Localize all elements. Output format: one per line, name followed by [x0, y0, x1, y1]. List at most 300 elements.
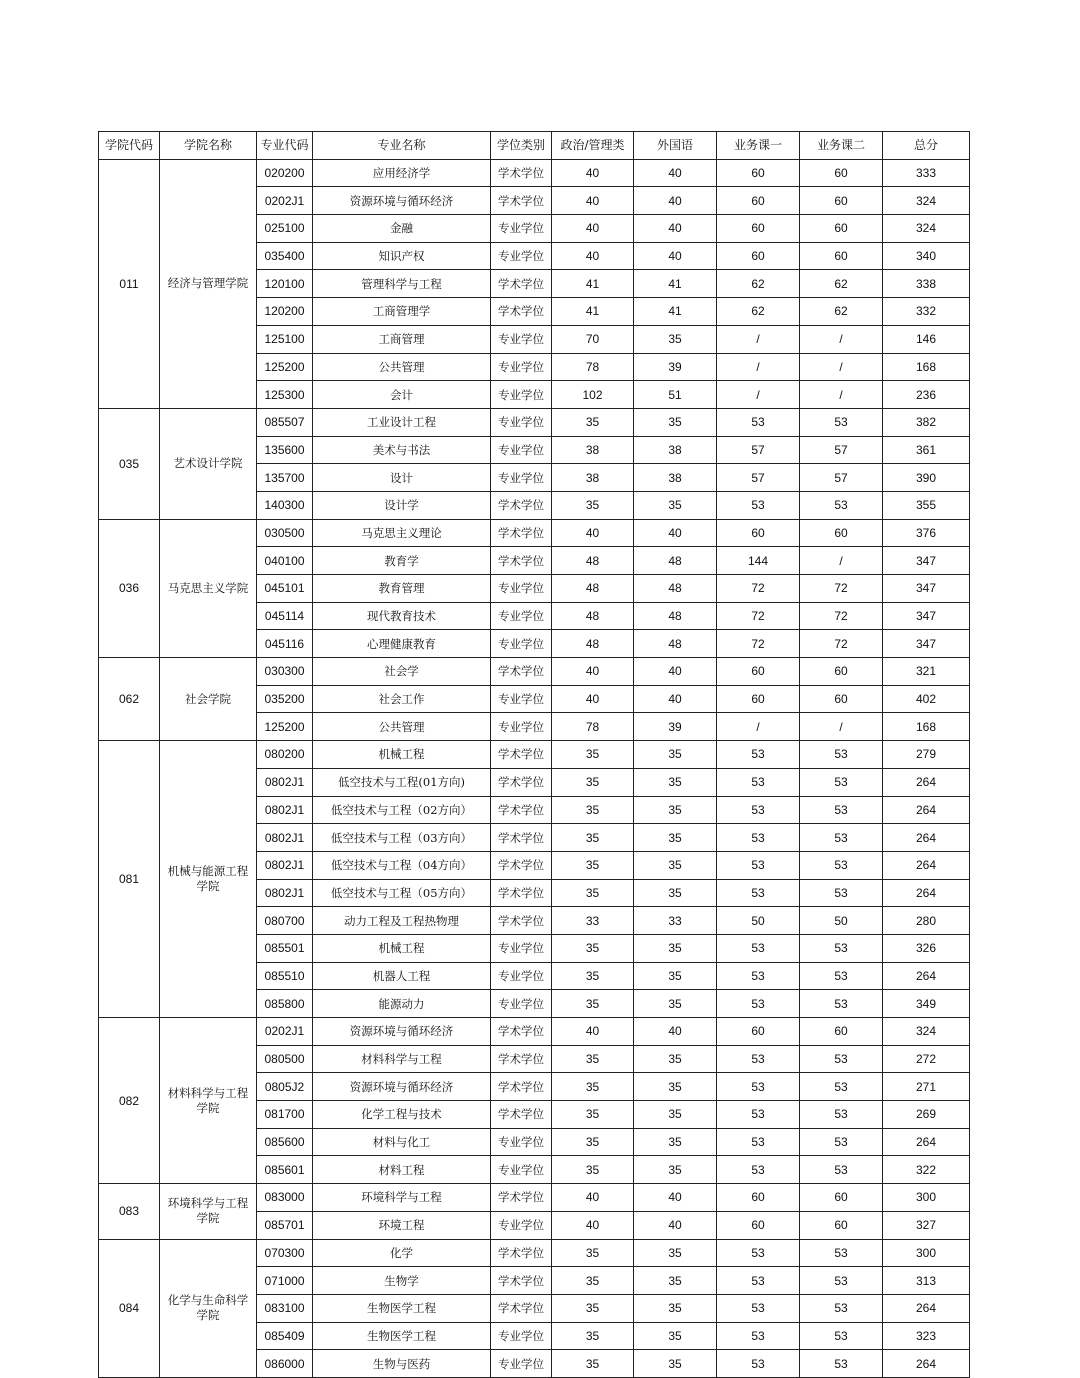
course-one-score: 62 [717, 298, 800, 326]
degree-type: 专业学位 [491, 575, 552, 603]
major-code: 135700 [257, 464, 313, 492]
major-code: 045116 [257, 630, 313, 658]
total-score: 313 [883, 1267, 970, 1295]
major-name: 能源动力 [313, 990, 491, 1018]
major-code: 085507 [257, 408, 313, 436]
degree-type: 专业学位 [491, 1211, 552, 1239]
major-name: 社会学 [313, 658, 491, 686]
course-one-score: 53 [717, 1156, 800, 1184]
politics-score: 40 [552, 1211, 634, 1239]
politics-score: 70 [552, 325, 634, 353]
course-one-score: 72 [717, 575, 800, 603]
header-foreign-language: 外国语 [634, 132, 717, 160]
major-code: 125200 [257, 353, 313, 381]
course-two-score: / [800, 325, 883, 353]
major-name: 资源环境与循环经济 [313, 1018, 491, 1046]
foreign-language-score: 41 [634, 270, 717, 298]
course-two-score: / [800, 713, 883, 741]
course-one-score: 60 [717, 242, 800, 270]
major-name: 社会工作 [313, 685, 491, 713]
degree-type: 专业学位 [491, 215, 552, 243]
major-name: 生物与医药 [313, 1350, 491, 1378]
total-score: 326 [883, 934, 970, 962]
course-one-score: 53 [717, 1101, 800, 1129]
course-two-score: 60 [800, 658, 883, 686]
course-two-score: 53 [800, 1045, 883, 1073]
major-name: 现代教育技术 [313, 602, 491, 630]
degree-type: 学术学位 [491, 519, 552, 547]
foreign-language-score: 35 [634, 1045, 717, 1073]
major-code: 040100 [257, 547, 313, 575]
course-two-score: 53 [800, 879, 883, 907]
politics-score: 35 [552, 1073, 634, 1101]
major-name: 机器人工程 [313, 962, 491, 990]
politics-score: 35 [552, 851, 634, 879]
politics-score: 40 [552, 685, 634, 713]
degree-type: 专业学位 [491, 713, 552, 741]
course-one-score: 53 [717, 491, 800, 519]
course-two-score: 72 [800, 630, 883, 658]
major-name: 环境科学与工程 [313, 1184, 491, 1212]
foreign-language-score: 35 [634, 1101, 717, 1129]
course-one-score: 53 [717, 990, 800, 1018]
major-code: 125300 [257, 381, 313, 409]
total-score: 347 [883, 547, 970, 575]
politics-score: 78 [552, 353, 634, 381]
major-code: 080500 [257, 1045, 313, 1073]
major-name: 动力工程及工程热物理 [313, 907, 491, 935]
politics-score: 35 [552, 491, 634, 519]
major-code: 0805J2 [257, 1073, 313, 1101]
header-college-name: 学院名称 [160, 132, 257, 160]
politics-score: 35 [552, 408, 634, 436]
major-name: 生物医学工程 [313, 1322, 491, 1350]
header-degree-type: 学位类别 [491, 132, 552, 160]
politics-score: 35 [552, 1294, 634, 1322]
foreign-language-score: 40 [634, 658, 717, 686]
degree-type: 学术学位 [491, 491, 552, 519]
major-code: 125200 [257, 713, 313, 741]
major-name: 设计 [313, 464, 491, 492]
major-code: 085510 [257, 962, 313, 990]
politics-score: 35 [552, 796, 634, 824]
politics-score: 40 [552, 658, 634, 686]
header-course-two: 业务课二 [800, 132, 883, 160]
course-two-score: 72 [800, 575, 883, 603]
course-two-score: 57 [800, 436, 883, 464]
course-two-score: 53 [800, 1322, 883, 1350]
foreign-language-score: 40 [634, 1018, 717, 1046]
course-two-score: 60 [800, 685, 883, 713]
course-one-score: 53 [717, 1294, 800, 1322]
degree-type: 学术学位 [491, 1018, 552, 1046]
course-two-score: 50 [800, 907, 883, 935]
major-code: 081700 [257, 1101, 313, 1129]
major-name: 工商管理 [313, 325, 491, 353]
politics-score: 35 [552, 1045, 634, 1073]
major-code: 125100 [257, 325, 313, 353]
major-code: 083100 [257, 1294, 313, 1322]
major-code: 0802J1 [257, 824, 313, 852]
course-two-score: 53 [800, 1350, 883, 1378]
degree-type: 学术学位 [491, 741, 552, 769]
major-name: 管理科学与工程 [313, 270, 491, 298]
course-one-score: 72 [717, 630, 800, 658]
degree-type: 专业学位 [491, 242, 552, 270]
major-code: 085701 [257, 1211, 313, 1239]
total-score: 264 [883, 1350, 970, 1378]
foreign-language-score: 48 [634, 630, 717, 658]
major-code: 020200 [257, 159, 313, 187]
total-score: 390 [883, 464, 970, 492]
major-name: 金融 [313, 215, 491, 243]
politics-score: 35 [552, 962, 634, 990]
course-two-score: 53 [800, 824, 883, 852]
course-one-score: / [717, 713, 800, 741]
major-name: 低空技术与工程(01方向) [313, 768, 491, 796]
college-name: 社会学院 [160, 658, 257, 741]
course-one-score: 62 [717, 270, 800, 298]
course-one-score: 53 [717, 796, 800, 824]
total-score: 323 [883, 1322, 970, 1350]
politics-score: 35 [552, 1322, 634, 1350]
course-one-score: 53 [717, 1267, 800, 1295]
major-code: 085409 [257, 1322, 313, 1350]
politics-score: 40 [552, 159, 634, 187]
major-name: 知识产权 [313, 242, 491, 270]
total-score: 322 [883, 1156, 970, 1184]
foreign-language-score: 33 [634, 907, 717, 935]
degree-type: 专业学位 [491, 1350, 552, 1378]
major-name: 美术与书法 [313, 436, 491, 464]
degree-type: 专业学位 [491, 962, 552, 990]
degree-type: 专业学位 [491, 408, 552, 436]
course-one-score: 53 [717, 1239, 800, 1267]
total-score: 269 [883, 1101, 970, 1129]
politics-score: 78 [552, 713, 634, 741]
foreign-language-score: 40 [634, 187, 717, 215]
course-one-score: / [717, 381, 800, 409]
course-two-score: 60 [800, 1184, 883, 1212]
degree-type: 专业学位 [491, 381, 552, 409]
major-name: 资源环境与循环经济 [313, 1073, 491, 1101]
course-one-score: 53 [717, 1073, 800, 1101]
college-code: 082 [99, 1018, 160, 1184]
major-code: 045101 [257, 575, 313, 603]
header-row [99, 132, 970, 160]
course-two-score: 60 [800, 159, 883, 187]
foreign-language-score: 40 [634, 159, 717, 187]
foreign-language-score: 48 [634, 602, 717, 630]
total-score: 355 [883, 491, 970, 519]
major-name: 公共管理 [313, 353, 491, 381]
politics-score: 41 [552, 270, 634, 298]
course-two-score: 53 [800, 796, 883, 824]
total-score: 349 [883, 990, 970, 1018]
course-one-score: 53 [717, 741, 800, 769]
major-name: 机械工程 [313, 934, 491, 962]
major-name: 低空技术与工程（03方向） [313, 824, 491, 852]
course-two-score: 53 [800, 962, 883, 990]
foreign-language-score: 35 [634, 796, 717, 824]
course-one-score: 53 [717, 1350, 800, 1378]
major-name: 马克思主义理论 [313, 519, 491, 547]
degree-type: 学术学位 [491, 1294, 552, 1322]
course-one-score: 60 [717, 658, 800, 686]
course-two-score: 53 [800, 1267, 883, 1295]
major-name: 低空技术与工程（02方向） [313, 796, 491, 824]
college-code: 011 [99, 159, 160, 408]
foreign-language-score: 40 [634, 685, 717, 713]
degree-type: 专业学位 [491, 464, 552, 492]
header-major-name: 专业名称 [313, 132, 491, 160]
course-two-score: 62 [800, 270, 883, 298]
politics-score: 35 [552, 1128, 634, 1156]
degree-type: 学术学位 [491, 658, 552, 686]
major-name: 低空技术与工程（05方向） [313, 879, 491, 907]
degree-type: 专业学位 [491, 602, 552, 630]
course-two-score: 60 [800, 242, 883, 270]
degree-type: 专业学位 [491, 685, 552, 713]
degree-type: 专业学位 [491, 325, 552, 353]
total-score: 271 [883, 1073, 970, 1101]
foreign-language-score: 35 [634, 990, 717, 1018]
foreign-language-score: 35 [634, 1156, 717, 1184]
total-score: 333 [883, 159, 970, 187]
foreign-language-score: 35 [634, 934, 717, 962]
degree-type: 专业学位 [491, 436, 552, 464]
politics-score: 35 [552, 1101, 634, 1129]
table-row [99, 1018, 970, 1046]
college-name: 化学与生命科学学院 [160, 1239, 257, 1377]
degree-type: 学术学位 [491, 824, 552, 852]
college-code: 035 [99, 408, 160, 519]
foreign-language-score: 35 [634, 851, 717, 879]
header-course-one: 业务课一 [717, 132, 800, 160]
degree-type: 学术学位 [491, 1267, 552, 1295]
course-one-score: 53 [717, 851, 800, 879]
college-code: 062 [99, 658, 160, 741]
major-name: 工业设计工程 [313, 408, 491, 436]
major-name: 环境工程 [313, 1211, 491, 1239]
major-code: 0202J1 [257, 1018, 313, 1046]
major-code: 080200 [257, 741, 313, 769]
major-name: 心理健康教育 [313, 630, 491, 658]
college-name: 环境科学与工程学院 [160, 1184, 257, 1239]
major-code: 120200 [257, 298, 313, 326]
total-score: 321 [883, 658, 970, 686]
politics-score: 40 [552, 187, 634, 215]
degree-type: 专业学位 [491, 1128, 552, 1156]
degree-type: 学术学位 [491, 187, 552, 215]
foreign-language-score: 35 [634, 741, 717, 769]
politics-score: 102 [552, 381, 634, 409]
course-one-score: 60 [717, 1018, 800, 1046]
major-name: 教育管理 [313, 575, 491, 603]
degree-type: 学术学位 [491, 879, 552, 907]
course-one-score: 60 [717, 159, 800, 187]
degree-type: 专业学位 [491, 1156, 552, 1184]
degree-type: 学术学位 [491, 796, 552, 824]
major-code: 086000 [257, 1350, 313, 1378]
course-one-score: 60 [717, 215, 800, 243]
course-two-score: / [800, 381, 883, 409]
politics-score: 35 [552, 990, 634, 1018]
major-name: 低空技术与工程（04方向） [313, 851, 491, 879]
course-one-score: 57 [717, 464, 800, 492]
course-one-score: 53 [717, 934, 800, 962]
college-name: 机械与能源工程学院 [160, 741, 257, 1018]
course-two-score: 60 [800, 187, 883, 215]
major-code: 030500 [257, 519, 313, 547]
college-name: 艺术设计学院 [160, 408, 257, 519]
politics-score: 35 [552, 1350, 634, 1378]
table-row [99, 658, 970, 686]
degree-type: 学术学位 [491, 298, 552, 326]
foreign-language-score: 35 [634, 325, 717, 353]
major-code: 071000 [257, 1267, 313, 1295]
politics-score: 48 [552, 547, 634, 575]
total-score: 168 [883, 353, 970, 381]
foreign-language-score: 40 [634, 242, 717, 270]
table-row [99, 159, 970, 187]
course-one-score: 72 [717, 602, 800, 630]
major-name: 资源环境与循环经济 [313, 187, 491, 215]
major-code: 0802J1 [257, 879, 313, 907]
header-college-code: 学院代码 [99, 132, 160, 160]
total-score: 338 [883, 270, 970, 298]
major-code: 120100 [257, 270, 313, 298]
degree-type: 专业学位 [491, 630, 552, 658]
politics-score: 35 [552, 934, 634, 962]
major-code: 140300 [257, 491, 313, 519]
total-score: 402 [883, 685, 970, 713]
foreign-language-score: 39 [634, 713, 717, 741]
major-name: 机械工程 [313, 741, 491, 769]
college-name: 材料科学与工程学院 [160, 1018, 257, 1184]
degree-type: 学术学位 [491, 1073, 552, 1101]
course-one-score: 60 [717, 685, 800, 713]
college-code: 081 [99, 741, 160, 1018]
total-score: 264 [883, 1128, 970, 1156]
major-name: 材料科学与工程 [313, 1045, 491, 1073]
major-code: 080700 [257, 907, 313, 935]
total-score: 264 [883, 962, 970, 990]
foreign-language-score: 35 [634, 768, 717, 796]
course-one-score: / [717, 353, 800, 381]
course-two-score: 53 [800, 1128, 883, 1156]
major-code: 085601 [257, 1156, 313, 1184]
course-one-score: 53 [717, 408, 800, 436]
course-one-score: 53 [717, 1322, 800, 1350]
politics-score: 40 [552, 519, 634, 547]
total-score: 347 [883, 602, 970, 630]
major-code: 030300 [257, 658, 313, 686]
major-name: 化学工程与技术 [313, 1101, 491, 1129]
total-score: 264 [883, 851, 970, 879]
total-score: 324 [883, 187, 970, 215]
foreign-language-score: 35 [634, 1267, 717, 1295]
course-one-score: 144 [717, 547, 800, 575]
degree-type: 学术学位 [491, 1045, 552, 1073]
politics-score: 35 [552, 1156, 634, 1184]
foreign-language-score: 35 [634, 408, 717, 436]
total-score: 279 [883, 741, 970, 769]
major-code: 085800 [257, 990, 313, 1018]
course-one-score: 53 [717, 962, 800, 990]
major-code: 085600 [257, 1128, 313, 1156]
major-code: 035400 [257, 242, 313, 270]
foreign-language-score: 35 [634, 1294, 717, 1322]
politics-score: 35 [552, 824, 634, 852]
college-code: 083 [99, 1184, 160, 1239]
course-two-score: 53 [800, 934, 883, 962]
major-name: 生物医学工程 [313, 1294, 491, 1322]
course-two-score: 53 [800, 851, 883, 879]
course-two-score: / [800, 353, 883, 381]
degree-type: 学术学位 [491, 851, 552, 879]
degree-type: 学术学位 [491, 270, 552, 298]
major-code: 070300 [257, 1239, 313, 1267]
foreign-language-score: 48 [634, 547, 717, 575]
total-score: 146 [883, 325, 970, 353]
politics-score: 48 [552, 575, 634, 603]
foreign-language-score: 39 [634, 353, 717, 381]
foreign-language-score: 51 [634, 381, 717, 409]
course-two-score: 57 [800, 464, 883, 492]
foreign-language-score: 35 [634, 1350, 717, 1378]
table-row [99, 741, 970, 769]
politics-score: 35 [552, 1267, 634, 1295]
total-score: 347 [883, 575, 970, 603]
score-table [98, 131, 970, 1378]
degree-type: 专业学位 [491, 934, 552, 962]
course-one-score: 53 [717, 768, 800, 796]
header-major-code: 专业代码 [257, 132, 313, 160]
degree-type: 专业学位 [491, 1322, 552, 1350]
course-one-score: 53 [717, 879, 800, 907]
course-two-score: 53 [800, 990, 883, 1018]
total-score: 324 [883, 215, 970, 243]
total-score: 347 [883, 630, 970, 658]
course-one-score: 60 [717, 1211, 800, 1239]
course-one-score: 60 [717, 187, 800, 215]
foreign-language-score: 35 [634, 824, 717, 852]
foreign-language-score: 40 [634, 1211, 717, 1239]
course-one-score: 53 [717, 824, 800, 852]
total-score: 300 [883, 1239, 970, 1267]
course-two-score: 60 [800, 1211, 883, 1239]
table-body [99, 159, 970, 1377]
table-row [99, 408, 970, 436]
course-two-score: 53 [800, 1239, 883, 1267]
degree-type: 学术学位 [491, 1101, 552, 1129]
major-name: 会计 [313, 381, 491, 409]
course-one-score: 50 [717, 907, 800, 935]
total-score: 324 [883, 1018, 970, 1046]
major-code: 0802J1 [257, 796, 313, 824]
politics-score: 35 [552, 1239, 634, 1267]
course-one-score: 60 [717, 1184, 800, 1212]
total-score: 264 [883, 879, 970, 907]
foreign-language-score: 48 [634, 575, 717, 603]
foreign-language-score: 38 [634, 436, 717, 464]
course-one-score: 53 [717, 1045, 800, 1073]
course-two-score: 60 [800, 519, 883, 547]
foreign-language-score: 35 [634, 1322, 717, 1350]
course-two-score: 53 [800, 408, 883, 436]
foreign-language-score: 40 [634, 215, 717, 243]
